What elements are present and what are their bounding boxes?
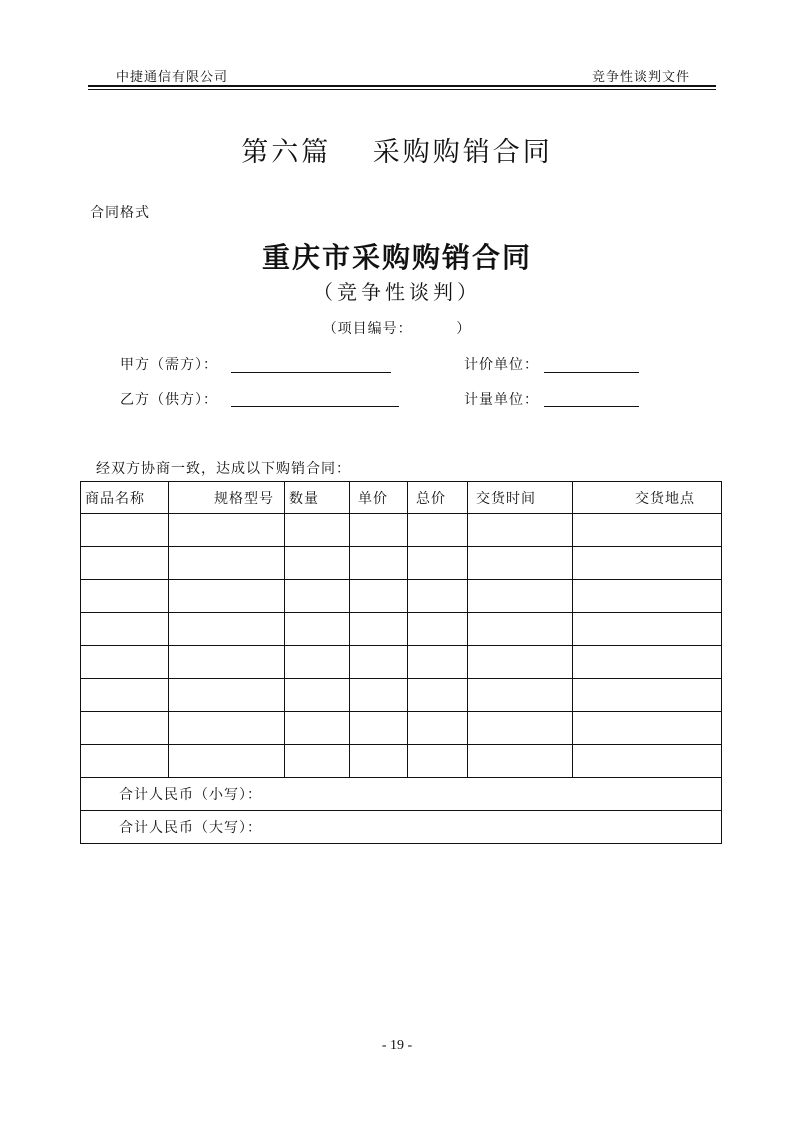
header-rule-thin	[88, 89, 716, 90]
page-number: - 19 -	[381, 1038, 413, 1053]
price-unit-blank[interactable]	[544, 372, 639, 373]
header-delivery-time: 交货时间	[468, 482, 573, 514]
total-small-row	[81, 778, 722, 811]
table-row	[81, 646, 722, 679]
total-big-row	[81, 811, 722, 844]
total-small-label[interactable]: 合计人民币（小写）：	[81, 778, 722, 811]
table-row	[81, 745, 722, 778]
format-label: 合同格式	[90, 205, 150, 221]
intro-text: 经双方协商一致，达成以下购销合同：	[96, 461, 351, 477]
total-big-label[interactable]: 合计人民币（大写）：	[81, 811, 722, 844]
measure-unit-blank[interactable]	[544, 406, 639, 407]
party-b-blank[interactable]	[231, 406, 399, 407]
table-row	[81, 580, 722, 613]
party-a-label: 甲方（需方）：	[120, 357, 218, 373]
table-row	[81, 712, 722, 745]
table-row	[81, 547, 722, 580]
header-total-price: 总价	[408, 482, 468, 514]
header-doc-type: 竞争性谈判文件	[591, 70, 690, 85]
party-b-label: 乙方（供方）：	[120, 392, 218, 408]
goods-table	[80, 481, 722, 844]
header-company: 中捷通信有限公司	[116, 70, 229, 85]
table-row	[81, 613, 722, 646]
contract-subtitle: （竞争性谈判）	[313, 280, 481, 304]
header-rule-thick	[88, 85, 716, 87]
party-a-blank[interactable]	[231, 372, 391, 373]
header-spec-model: 规格型号	[169, 482, 285, 514]
table-row	[81, 679, 722, 712]
header-delivery-place: 交货地点	[573, 482, 722, 514]
table-row	[81, 514, 722, 547]
project-number: （项目编号： ）	[322, 321, 472, 337]
price-unit-label: 计价单位：	[464, 357, 539, 373]
header-unit-price: 单价	[350, 482, 408, 514]
contract-title: 重庆市采购购销合同	[261, 241, 532, 274]
measure-unit-label: 计量单位：	[464, 392, 539, 408]
header-quantity: 数量	[285, 482, 350, 514]
table-header-row	[81, 482, 722, 514]
chapter-title: 第六篇 采购购销合同	[241, 137, 553, 168]
header-product-name: 商品名称	[81, 482, 169, 514]
